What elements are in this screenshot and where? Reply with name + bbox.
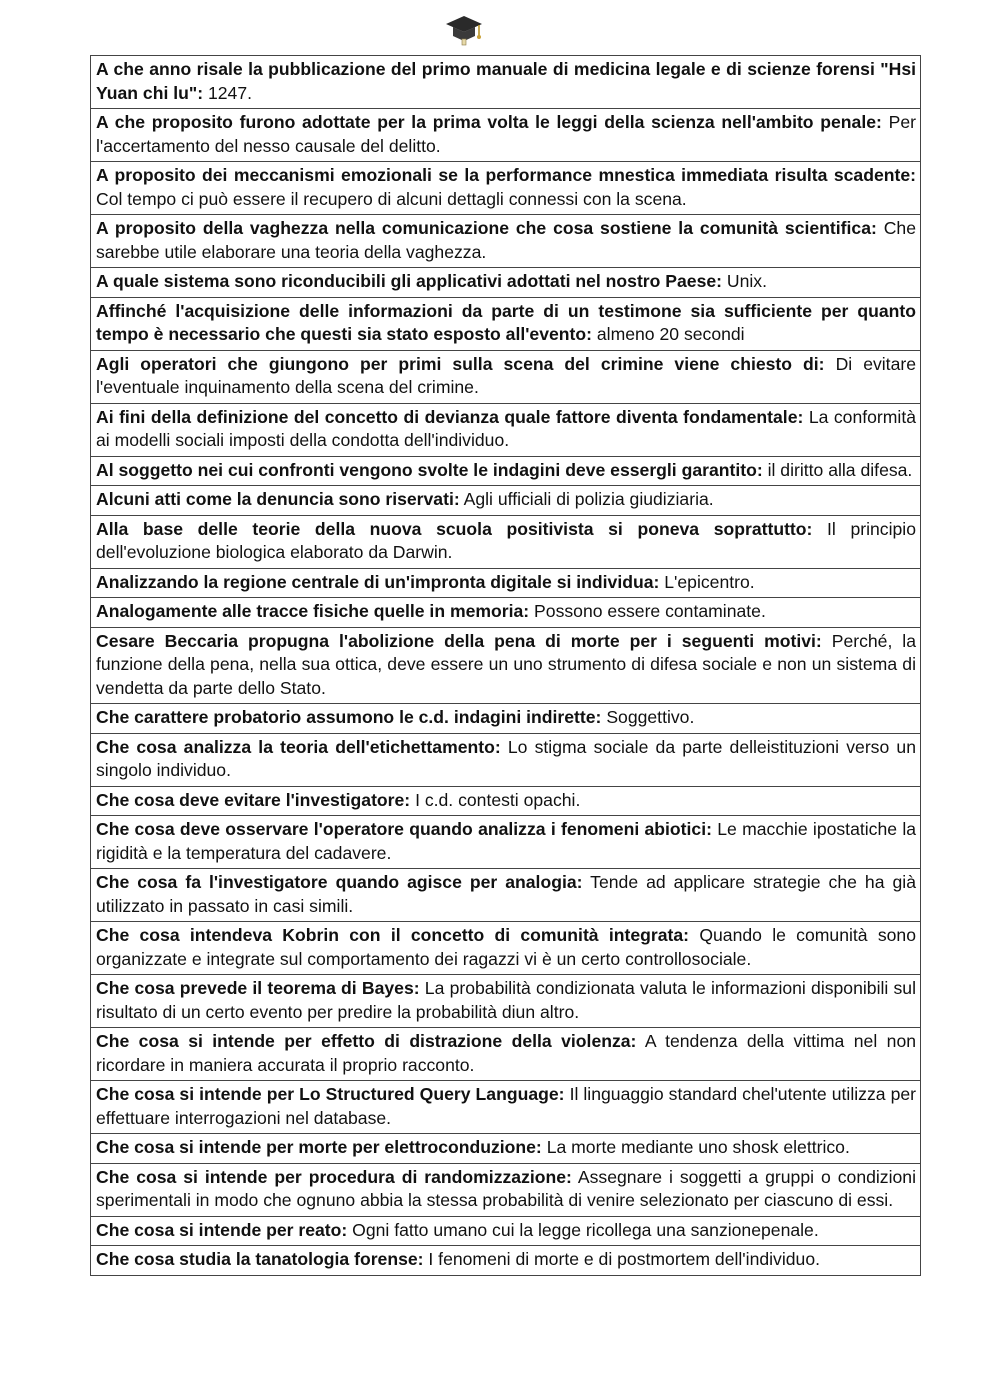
qa-cell bbox=[91, 515, 921, 568]
question-text: Che cosa si intende per reato: bbox=[96, 1219, 348, 1240]
answer-text: Agli ufficiali di polizia giudiziaria. bbox=[463, 489, 714, 509]
table-row bbox=[91, 1134, 921, 1164]
question-text: Che cosa analizza la teoria dell'etichettamento: bbox=[96, 736, 501, 757]
answer-text: La morte mediante uno shosk elettrico. bbox=[546, 1137, 850, 1157]
table-row bbox=[91, 486, 921, 516]
table-row bbox=[91, 350, 921, 403]
question-text: Cesare Beccaria propugna l'abolizione della pena di morte per i seguenti motivi: bbox=[96, 630, 822, 651]
qa-cell bbox=[91, 297, 921, 350]
table-row bbox=[91, 568, 921, 598]
qa-cell bbox=[91, 786, 921, 816]
table-row bbox=[91, 869, 921, 922]
answer-text: Di evitare l'eventuale inquinamento della scena del crimine. bbox=[96, 353, 916, 397]
question-text: Che cosa si intende per effetto di distrazione della violenza: bbox=[96, 1031, 637, 1051]
answer-text: Assegnare i soggetti a gruppi o condizioni sperimentali in modo che ognuno abbia la stessa probabilità di venire selezionato per ciascuno di essi. bbox=[96, 1166, 916, 1210]
table-row bbox=[91, 1081, 921, 1134]
answer-text: La probabilità condizionata valuta le informazioni disponibili sul risultato di un certo evento per predire la probabilità diun altro. bbox=[96, 978, 916, 1022]
qa-cell bbox=[91, 1028, 921, 1081]
question-text: Al soggetto nei cui confronti vengono svolte le indagini deve essergli garantito: bbox=[96, 459, 763, 480]
answer-text: Col tempo ci può essere il recupero di alcuni dettagli connessi con la scena. bbox=[96, 188, 687, 209]
question-text: Alla base delle teorie della nuova scuola positivista si poneva soprattutto: bbox=[96, 518, 813, 539]
table-row bbox=[91, 1028, 921, 1081]
qa-cell bbox=[91, 816, 921, 869]
qa-cell bbox=[91, 704, 921, 734]
qa-table bbox=[90, 55, 921, 1276]
qa-cell bbox=[91, 627, 921, 704]
table-row bbox=[91, 268, 921, 298]
question-text: A che anno risale la pubblicazione del primo manuale di medicina legale e di scienze forensi "Hsi Yuan chi lu": bbox=[96, 59, 916, 103]
answer-text: Le macchie ipostatiche la rigidità e la temperatura del cadavere. bbox=[96, 819, 917, 863]
table-row bbox=[91, 786, 921, 816]
answer-text: Quando le comunità sono organizzate e integrate sul comportamento dei ragazzi vi è un certo controllosociale. bbox=[96, 925, 916, 969]
question-text: Che cosa studia la tanatologia forense: bbox=[96, 1249, 424, 1269]
answer-text: Perché, la funzione della pena, nella sua ottica, deve essere un uno strumento di difesa sociale e non un sistema di vendetta da parte dello Stato. bbox=[96, 630, 917, 698]
qa-table-body bbox=[91, 56, 921, 1276]
qa-cell bbox=[91, 922, 921, 975]
answer-text: L'epicentro. bbox=[664, 571, 755, 592]
question-text: Che cosa si intende per morte per elettroconduzione: bbox=[96, 1137, 542, 1157]
question-text: Agli operatori che giungono per primi sulla scena del crimine viene chiesto di: bbox=[96, 353, 825, 374]
table-row bbox=[91, 215, 921, 268]
table-row bbox=[91, 456, 921, 486]
question-text: Che cosa si intende per procedura di randomizzazione: bbox=[96, 1166, 572, 1187]
answer-text: il diritto alla difesa. bbox=[767, 459, 913, 480]
answer-text: Tende ad applicare strategie che ha già utilizzato in passato in casi simili. bbox=[96, 872, 916, 916]
question-text: Che cosa deve osservare l'operatore quando analizza i fenomeni abiotici: bbox=[96, 819, 712, 839]
answer-text: Possono essere contaminate. bbox=[534, 601, 766, 621]
question-text: Affinché l'acquisizione delle informazioni da parte di un testimone sia sufficiente per quanto tempo è necessario che questi sia stato esposto all'evento: bbox=[96, 300, 916, 344]
question-text: Ai fini della definizione del concetto di devianza quale fattore diventa fondamentale: bbox=[96, 406, 804, 427]
qa-cell bbox=[91, 869, 921, 922]
table-row bbox=[91, 109, 921, 162]
question-text: Che cosa si intende per Lo Structured Query Language: bbox=[96, 1084, 565, 1104]
table-row bbox=[91, 515, 921, 568]
answer-text: A tendenza della vittima nel non ricordare in maniera accurata il proprio racconto. bbox=[96, 1031, 917, 1075]
answer-text: Per l'accertamento del nesso causale del delitto. bbox=[96, 112, 916, 156]
qa-cell bbox=[91, 975, 921, 1028]
answer-text: 1247. bbox=[207, 82, 252, 103]
qa-cell bbox=[91, 456, 921, 486]
qa-cell bbox=[91, 1134, 921, 1164]
qa-cell bbox=[91, 56, 921, 109]
qa-cell bbox=[91, 350, 921, 403]
table-row bbox=[91, 1246, 921, 1276]
table-row bbox=[91, 403, 921, 456]
question-text: Che cosa prevede il teorema di Bayes: bbox=[96, 978, 420, 998]
table-row bbox=[91, 922, 921, 975]
question-text: Analizzando la regione centrale di un'impronta digitale si individua: bbox=[96, 571, 660, 592]
qa-cell bbox=[91, 162, 921, 215]
qa-cell bbox=[91, 1246, 921, 1276]
answer-text: La conformità ai modelli sociali imposti della condotta dell'individuo. bbox=[96, 406, 917, 450]
qa-cell bbox=[91, 1081, 921, 1134]
qa-cell bbox=[91, 403, 921, 456]
answer-text: Lo stigma sociale da parte delleistituzioni verso un singolo individuo. bbox=[96, 736, 916, 780]
qa-cell bbox=[91, 733, 921, 786]
question-text: Che cosa deve evitare l'investigatore: bbox=[96, 789, 411, 810]
answer-text: Unix. bbox=[726, 271, 767, 291]
table-row bbox=[91, 297, 921, 350]
question-text: Che cosa fa l'investigatore quando agisce per analogia: bbox=[96, 872, 583, 892]
question-text: Alcuni atti come la denuncia sono riservati: bbox=[96, 489, 460, 509]
table-row bbox=[91, 627, 921, 704]
qa-cell bbox=[91, 215, 921, 268]
question-text: A proposito dei meccanismi emozionali se la performance mnestica immediata risulta scadente: bbox=[96, 165, 916, 185]
table-row bbox=[91, 598, 921, 628]
qa-cell bbox=[91, 268, 921, 298]
answer-text: Il linguaggio standard chel'utente utilizza per effettuare interrogazioni nel database. bbox=[96, 1084, 916, 1128]
answer-text: Ogni fatto umano cui la legge ricollega una sanzionepenale. bbox=[352, 1219, 819, 1240]
answer-text: I c.d. contesti opachi. bbox=[415, 789, 581, 810]
question-text: Analogamente alle tracce fisiche quelle in memoria: bbox=[96, 601, 530, 621]
question-text: A che proposito furono adottate per la prima volta le leggi della scienza nell'ambito penale: bbox=[96, 112, 882, 132]
answer-text: Che sarebbe utile elaborare una teoria della vaghezza. bbox=[96, 218, 916, 262]
answer-text: I fenomeni di morte e di postmortem dell'individuo. bbox=[428, 1249, 820, 1269]
question-text: Che carattere probatorio assumono le c.d. indagini indirette: bbox=[96, 707, 602, 727]
qa-cell bbox=[91, 568, 921, 598]
qa-cell bbox=[91, 1216, 921, 1246]
answer-text: Il principio dell'evoluzione biologica elaborato da Darwin. bbox=[96, 518, 916, 562]
table-row bbox=[91, 1216, 921, 1246]
graduation-cap-icon bbox=[444, 12, 484, 46]
question-text: A quale sistema sono riconducibili gli applicativi adottati nel nostro Paese: bbox=[96, 271, 723, 291]
qa-cell bbox=[91, 1163, 921, 1216]
table-row bbox=[91, 733, 921, 786]
qa-cell bbox=[91, 486, 921, 516]
qa-cell bbox=[91, 598, 921, 628]
table-row bbox=[91, 162, 921, 215]
question-text: A proposito della vaghezza nella comunicazione che cosa sostiene la comunità scientifica: bbox=[96, 218, 877, 238]
table-row bbox=[91, 975, 921, 1028]
question-text: Che cosa intendeva Kobrin con il concetto di comunità integrata: bbox=[96, 925, 690, 945]
qa-cell bbox=[91, 109, 921, 162]
answer-text: almeno 20 secondi bbox=[596, 324, 745, 344]
table-row bbox=[91, 56, 921, 109]
table-row bbox=[91, 1163, 921, 1216]
table-row bbox=[91, 704, 921, 734]
answer-text: Soggettivo. bbox=[606, 707, 695, 727]
table-row bbox=[91, 816, 921, 869]
